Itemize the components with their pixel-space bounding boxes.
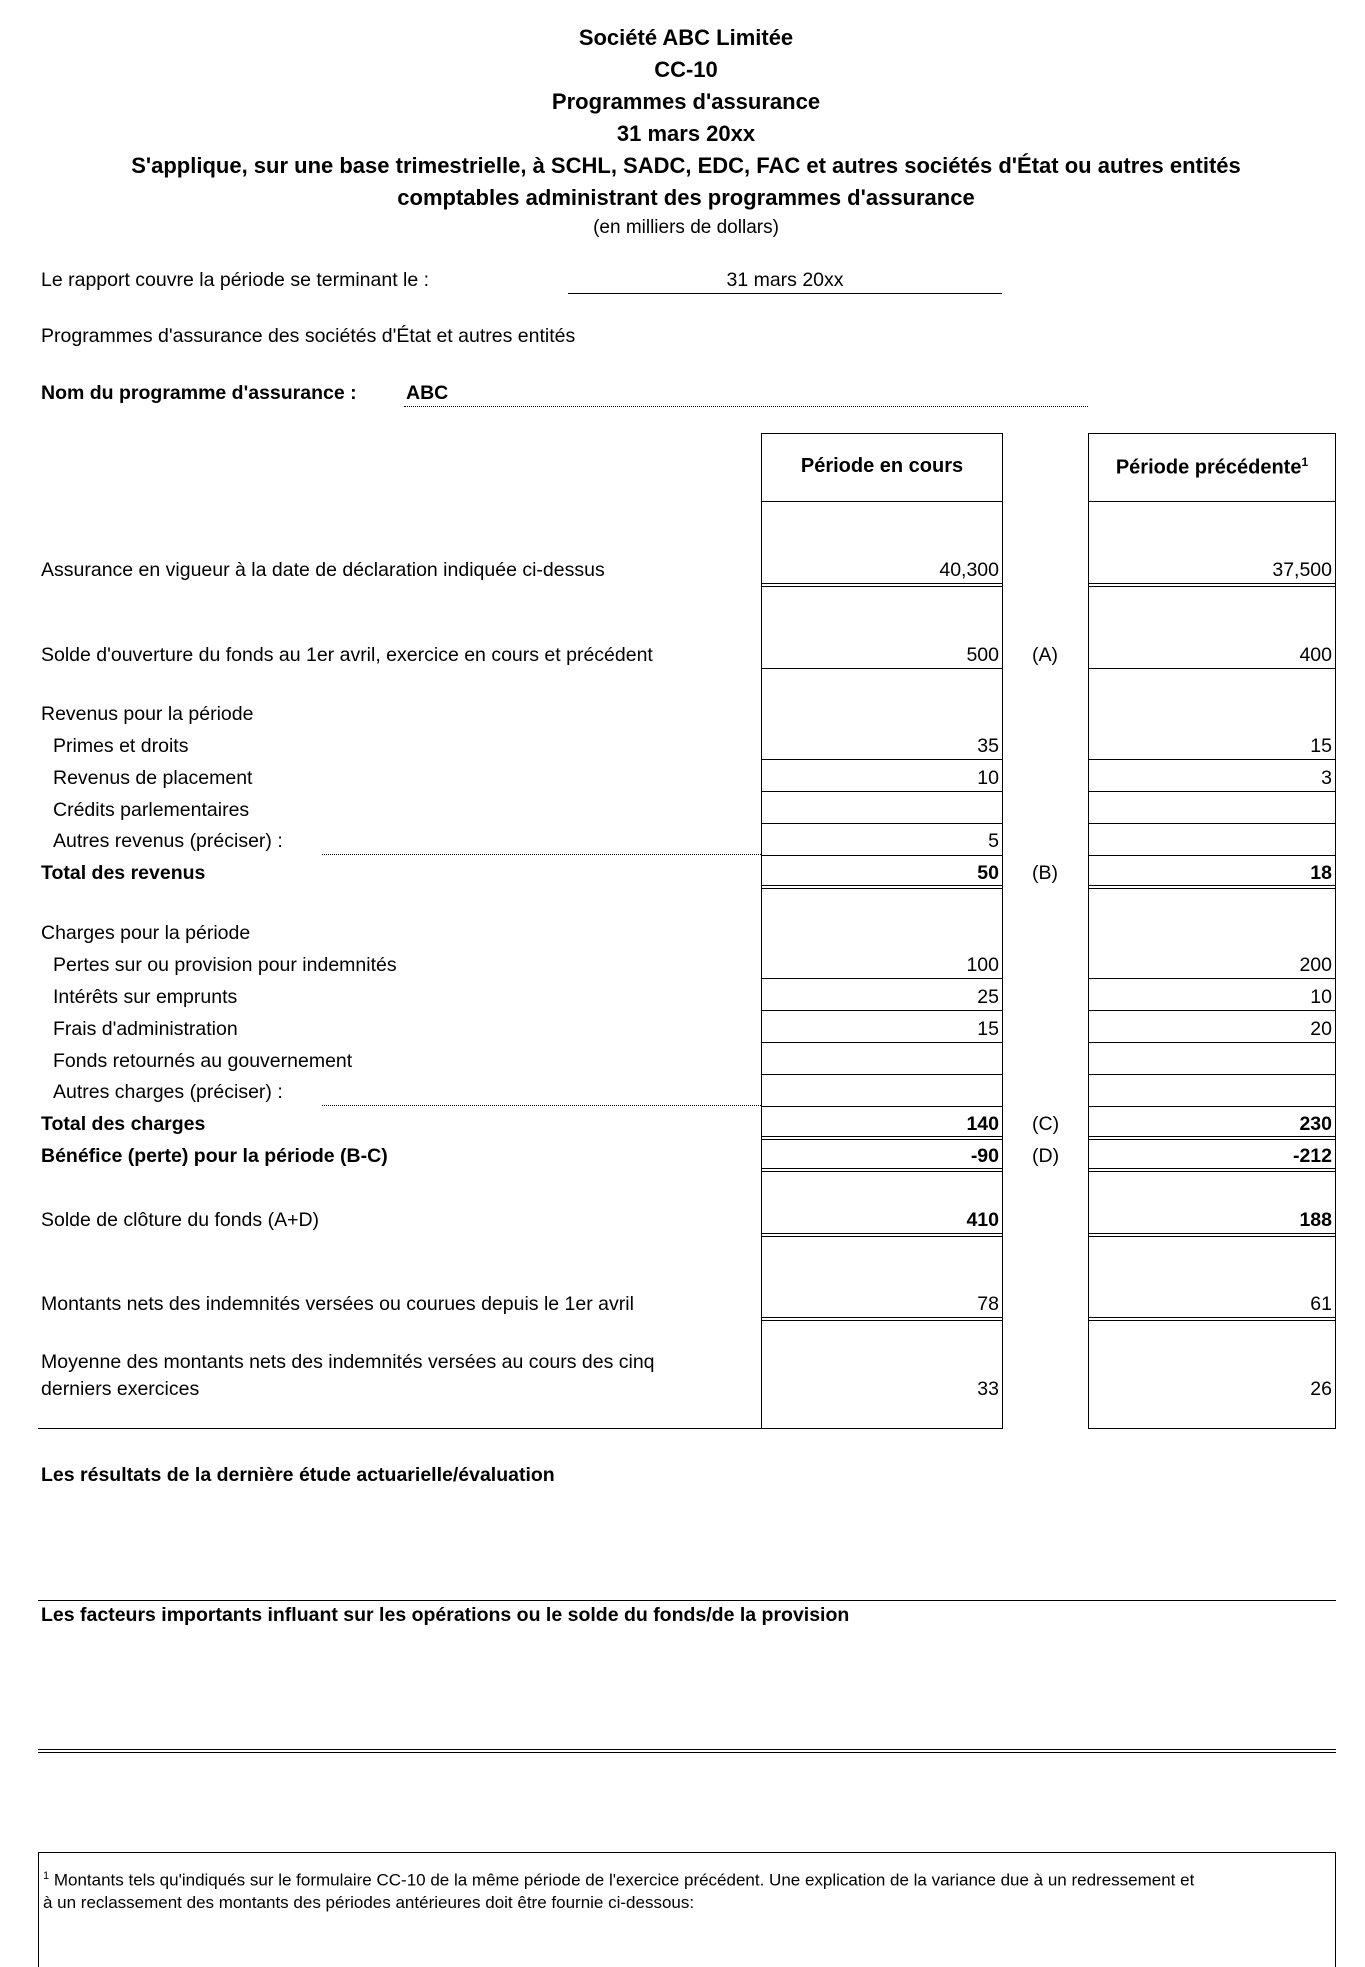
actuarial-bottom-rule	[38, 1600, 1336, 1601]
company-name: Société ABC Limitée	[578, 25, 794, 50]
premiums-label: Primes et droits	[53, 735, 189, 757]
opening-balance-mark: (A)	[1032, 644, 1058, 666]
form-title: Programmes d'assurance	[551, 89, 821, 114]
other-revenue-current[interactable]: 5	[988, 830, 999, 852]
factors-text-area[interactable]	[38, 1630, 1336, 1748]
applies-line-1: S'applique, sur une base trimestrielle, à SCHL, SADC, EDC, FAC et autres sociétés d'État ou autres entités	[131, 153, 1241, 178]
total-expenses-previous[interactable]: 230	[1299, 1113, 1332, 1135]
investment-income-current[interactable]: 10	[977, 767, 999, 789]
insurance-in-force-label: Assurance en vigueur à la date de déclaration indiquée ci-dessus	[41, 559, 605, 581]
total-expenses-label: Total des charges	[41, 1113, 206, 1135]
total-revenue-mark: (B)	[1032, 862, 1058, 884]
total-expenses-mark: (C)	[1032, 1113, 1060, 1135]
program-name-dotline	[404, 406, 1088, 407]
total-revenue-previous[interactable]: 18	[1310, 862, 1332, 884]
other-expenses-dotline[interactable]	[322, 1105, 761, 1106]
claims-current[interactable]: 100	[966, 954, 999, 976]
premiums-previous[interactable]: 15	[1310, 735, 1332, 757]
footnote-line1: Montants tels qu'indiqués sur le formulaire CC-10 de la même période de l'exercice précédent. Une explication de la variance due à un redressement et	[53, 1870, 1195, 1890]
closing-balance-previous[interactable]: 188	[1299, 1209, 1332, 1231]
investment-income-label: Revenus de placement	[53, 767, 253, 789]
current-period-header: Période en cours	[800, 455, 964, 477]
other-revenue-label: Autres revenus (préciser) :	[53, 830, 283, 852]
footnote-box[interactable]	[38, 1852, 1336, 1967]
closing-balance-label: Solde de clôture du fonds (A+D)	[41, 1209, 320, 1231]
report-period-label: Le rapport couvre la période se terminant le :	[41, 269, 430, 291]
net-claims-previous[interactable]: 61	[1310, 1293, 1332, 1315]
footnote-ref: 1	[1301, 455, 1309, 469]
applies-line-2: comptables administrant des programmes d'assurance	[397, 185, 975, 210]
claims-label: Pertes sur ou provision pour indemnités	[53, 954, 397, 976]
footnote-mark: 1	[43, 1870, 50, 1882]
other-revenue-dotline[interactable]	[322, 854, 761, 855]
admin-label: Frais d'administration	[53, 1018, 238, 1040]
units-note: (en milliers de dollars)	[593, 217, 779, 238]
avg-claims-previous[interactable]: 26	[1310, 1378, 1332, 1400]
returned-funds-label: Fonds retournés au gouvernement	[53, 1050, 353, 1072]
total-expenses-current[interactable]: 140	[966, 1113, 999, 1135]
insurance-in-force-current[interactable]: 40,300	[939, 559, 999, 581]
net-claims-current[interactable]: 78	[977, 1293, 999, 1315]
claims-previous[interactable]: 200	[1299, 954, 1332, 976]
report-period-underline	[568, 293, 1002, 294]
other-expenses-label: Autres charges (préciser) :	[53, 1081, 283, 1103]
opening-balance-label: Solde d'ouverture du fonds au 1er avril, exercice en cours et précédent	[41, 644, 653, 666]
avg-claims-current[interactable]: 33	[977, 1378, 999, 1400]
profit-previous[interactable]: -212	[1292, 1145, 1332, 1167]
net-claims-label: Montants nets des indemnités versées ou courues depuis le 1er avril	[41, 1293, 634, 1315]
report-date: 31 mars 20xx	[616, 121, 756, 146]
report-period-value[interactable]: 31 mars 20xx	[726, 269, 844, 291]
premiums-current[interactable]: 35	[977, 735, 999, 757]
actuarial-heading: Les résultats de la dernière étude actuarielle/évaluation	[41, 1464, 555, 1486]
investment-income-previous[interactable]: 3	[1321, 767, 1332, 789]
form-code: CC-10	[654, 57, 718, 82]
opening-balance-previous[interactable]: 400	[1299, 644, 1332, 666]
section-label: Programmes d'assurance des sociétés d'État et autres entités	[41, 325, 576, 347]
profit-mark: (D)	[1032, 1145, 1060, 1167]
interest-previous[interactable]: 10	[1310, 986, 1332, 1008]
insurance-in-force-previous[interactable]: 37,500	[1272, 559, 1332, 581]
factors-bottom-rule	[38, 1749, 1336, 1753]
parliamentary-credits-label: Crédits parlementaires	[53, 799, 250, 821]
opening-balance-current[interactable]: 500	[966, 644, 999, 666]
admin-previous[interactable]: 20	[1310, 1018, 1332, 1040]
footnote-line2: à un reclassement des montants des périodes antérieures doit être fournie ci-dessous:	[43, 1892, 695, 1912]
interest-current[interactable]: 25	[977, 986, 999, 1008]
closing-balance-current[interactable]: 410	[966, 1209, 999, 1231]
previous-period-header: Période précédente$^1$	[1115, 455, 1309, 479]
program-name-label: Nom du programme d'assurance :	[41, 382, 357, 404]
total-revenue-current[interactable]: 50	[977, 862, 999, 884]
profit-label: Bénéfice (perte) pour la période (B-C)	[41, 1145, 388, 1167]
admin-current[interactable]: 15	[977, 1018, 999, 1040]
actuarial-text-area[interactable]	[38, 1490, 1336, 1598]
total-revenue-label: Total des revenus	[41, 862, 206, 884]
program-name-value[interactable]: ABC	[406, 382, 449, 404]
revenue-heading: Revenus pour la période	[41, 703, 254, 725]
expenses-heading: Charges pour la période	[41, 922, 251, 944]
profit-current[interactable]: -90	[970, 1145, 999, 1167]
table-bottom-rule	[38, 1428, 761, 1429]
interest-label: Intérêts sur emprunts	[53, 986, 238, 1008]
avg-claims-label-line1: Moyenne des montants nets des indemnités versées au cours des cinq	[41, 1351, 655, 1373]
factors-heading: Les facteurs importants influant sur les opérations ou le solde du fonds/de la provision	[41, 1604, 850, 1626]
avg-claims-label-line2: derniers exercices	[41, 1378, 200, 1400]
